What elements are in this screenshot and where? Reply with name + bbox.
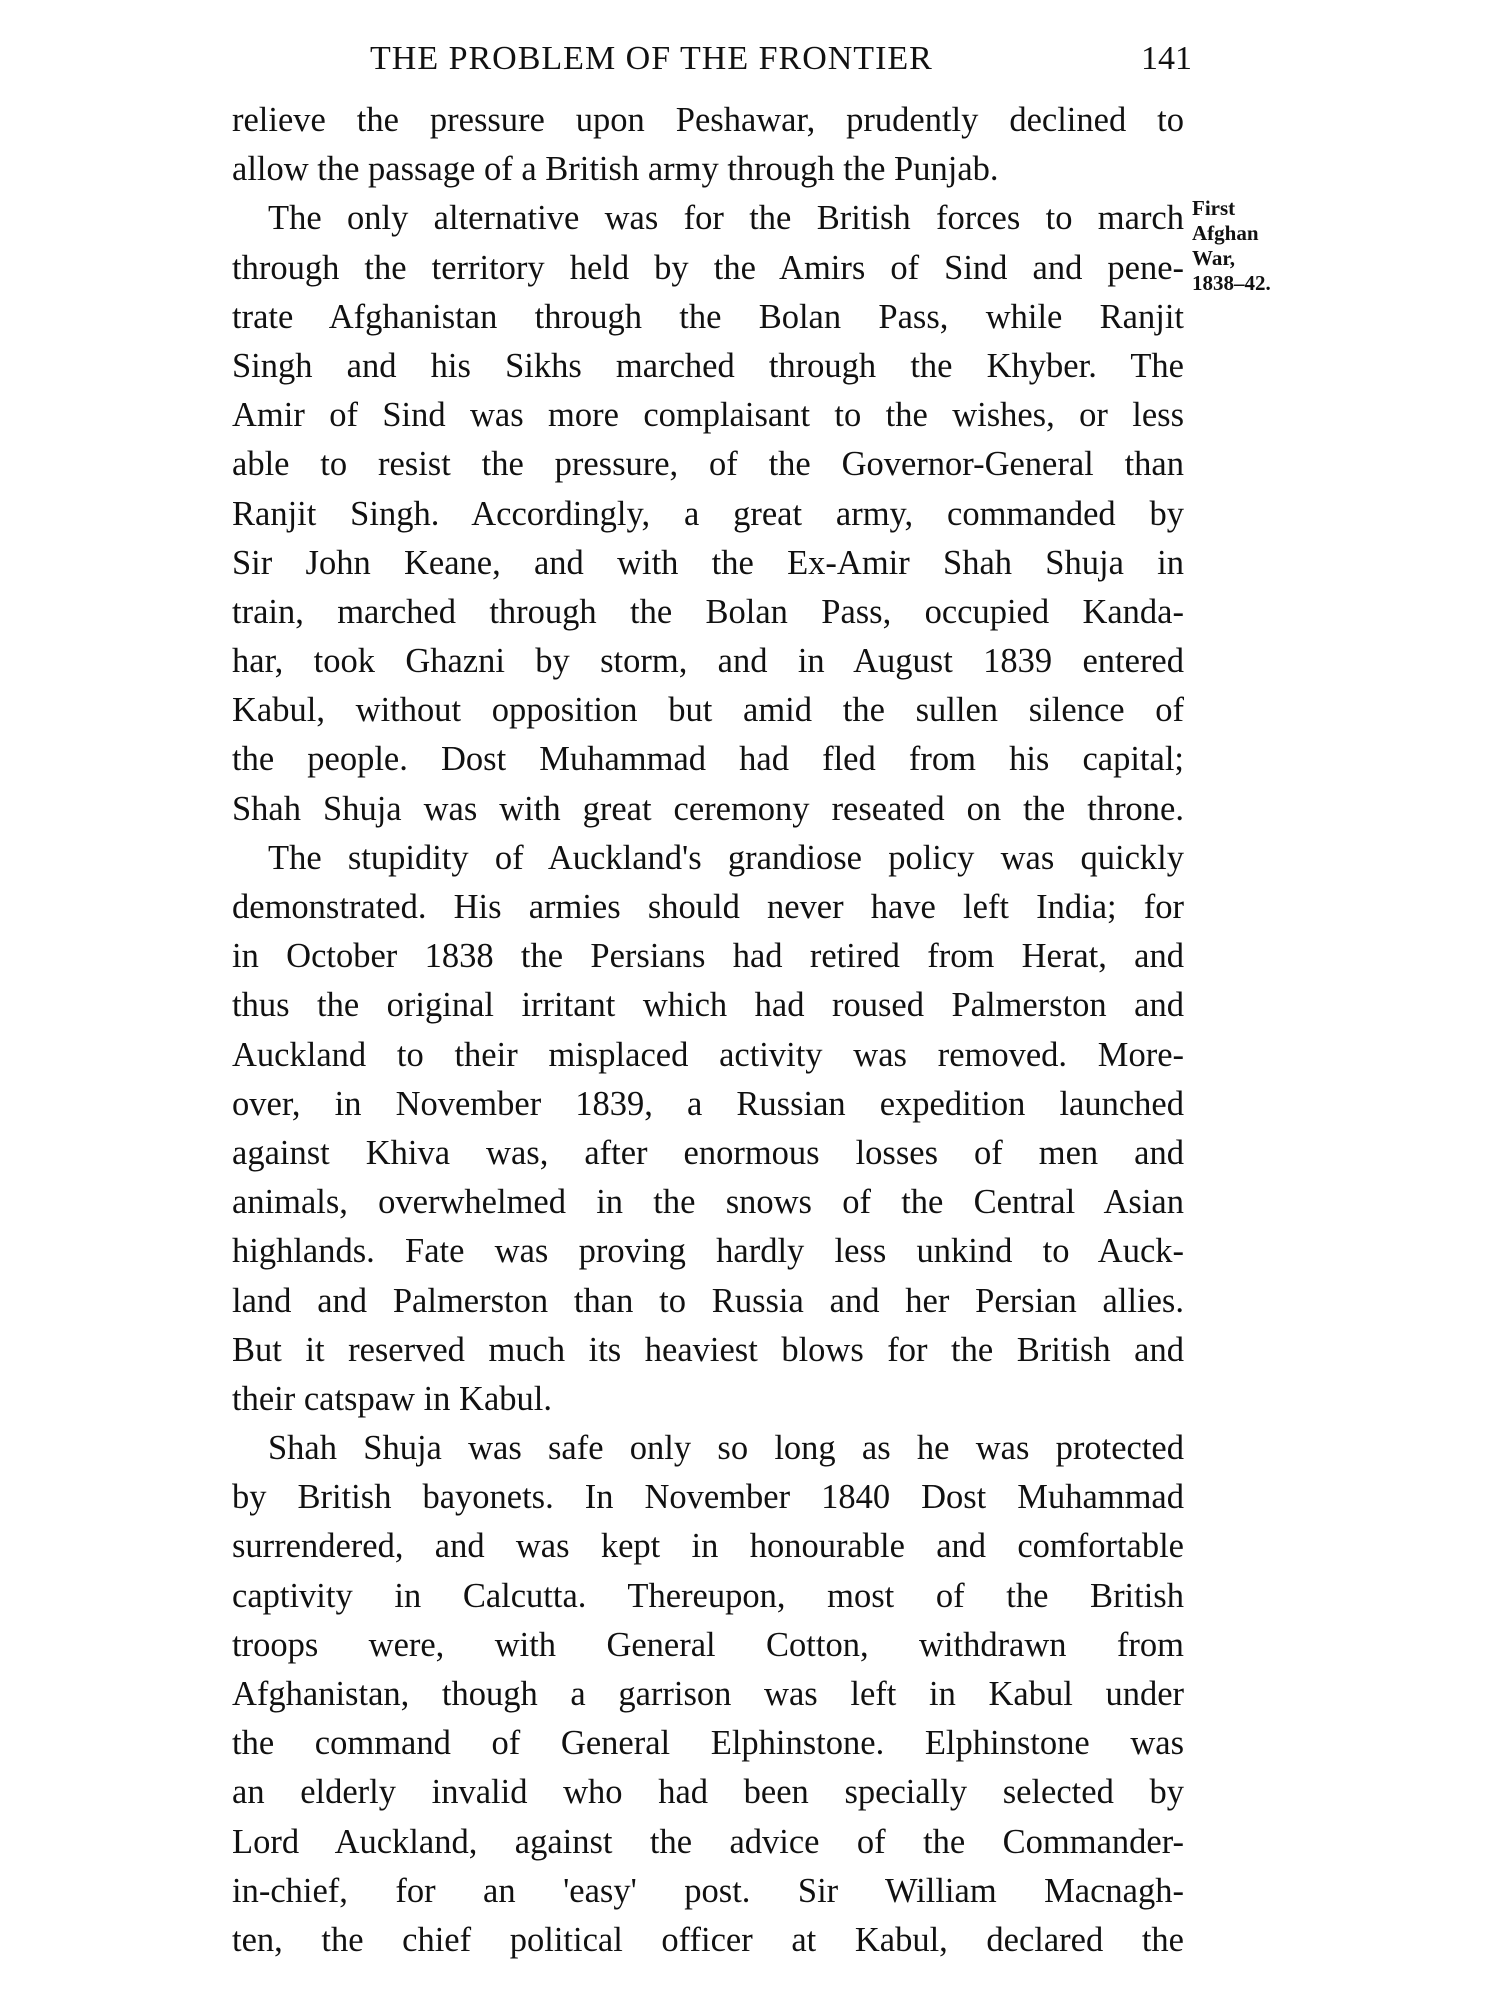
text-line: har, took Ghazni by storm, and in August 1839 entered (232, 642, 1184, 681)
paragraph-2 (232, 194, 1184, 833)
text-line: troops were, with General Cotton, withdrawn from (232, 1625, 1184, 1664)
text-line: train, marched through the Bolan Pass, occupied Kanda- (232, 592, 1184, 631)
paragraph-1 (232, 96, 1184, 194)
body-text (232, 96, 1184, 1965)
text-line: relieve the pressure upon Peshawar, prudently declined to (232, 101, 1184, 139)
running-title: THE PROBLEM OF THE FRONTIER (370, 40, 933, 77)
paragraph-4 (232, 1424, 1184, 1965)
text-line: animals, overwhelmed in the snows of the Central Asian (232, 1183, 1184, 1222)
text-line: Sir John Keane, and with the Ex-Amir Shah Shuja in (232, 543, 1184, 582)
text-line: Auckland to their misplaced activity was removed. More- (232, 1035, 1184, 1074)
text-line: land and Palmerston than to Russia and her Persian allies. (232, 1281, 1184, 1320)
margin-note-line: 1838–42. (1192, 271, 1271, 295)
margin-note-line: Afghan (1192, 221, 1259, 245)
text-line: Ranjit Singh. Accordingly, a great army, commanded by (232, 494, 1184, 533)
text-line: But it reserved much its heaviest blows for the British and (232, 1330, 1184, 1369)
text-line: the people. Dost Muhammad had fled from his capital; (232, 740, 1184, 779)
text-line: highlands. Fate was proving hardly less unkind to Auck- (232, 1232, 1184, 1271)
text-line: Amir of Sind was more complaisant to the wishes, or less (232, 396, 1184, 435)
text-line: Shah Shuja was safe only so long as he was protected (268, 1429, 1184, 1468)
text-line: able to resist the pressure, of the Governor-General than (232, 445, 1184, 484)
text-line: surrendered, and was kept in honourable and comfortable (232, 1527, 1184, 1566)
text-line: Shah Shuja was with great ceremony reseated on the throne. (232, 789, 1184, 828)
text-line: against Khiva was, after enormous losses of men and (232, 1133, 1184, 1172)
text-line: by British bayonets. In November 1840 Dost Muhammad (232, 1478, 1184, 1517)
text-line: demonstrated. His armies should never have left India; for (232, 888, 1184, 926)
text-line: their catspaw in Kabul. (232, 1379, 552, 1418)
text-line: an elderly invalid who had been specially selected by (232, 1773, 1184, 1812)
text-line: thus the original irritant which had roused Palmerston and (232, 986, 1184, 1025)
text-line: over, in November 1839, a Russian expedition launched (232, 1084, 1184, 1123)
text-line: Kabul, without opposition but amid the sullen silence of (232, 691, 1184, 730)
text-line: The only alternative was for the British forces to march (268, 199, 1184, 238)
text-line: trate Afghanistan through the Bolan Pass, while Ranjit (232, 297, 1184, 336)
text-line: Afghanistan, though a garrison was left in Kabul under (232, 1675, 1184, 1713)
text-line: The stupidity of Auckland's grandiose policy was quickly (268, 838, 1184, 877)
margin-note-line: War, (1192, 246, 1235, 270)
running-head (232, 40, 1192, 90)
text-line: Singh and his Sikhs marched through the Khyber. The (232, 346, 1184, 385)
text-line: allow the passage of a British army through the Punjab. (232, 150, 999, 189)
paragraph-3 (232, 834, 1184, 1424)
text-line: through the territory held by the Amirs of Sind and pene- (232, 248, 1184, 287)
text-line: ten, the chief political officer at Kabul, declared the (232, 1920, 1184, 1959)
text-line: captivity in Calcutta. Thereupon, most of the British (232, 1576, 1184, 1615)
text-line: Lord Auckland, against the advice of the Commander- (232, 1822, 1184, 1861)
margin-note (1192, 196, 1312, 296)
margin-note-line: First (1192, 196, 1236, 220)
page-number: 141 (1141, 40, 1192, 77)
text-line: in October 1838 the Persians had retired from Herat, and (232, 937, 1184, 976)
text-line: the command of General Elphinstone. Elphinstone was (232, 1724, 1184, 1763)
text-line: in-chief, for an 'easy' post. Sir William Macnagh- (232, 1871, 1184, 1910)
